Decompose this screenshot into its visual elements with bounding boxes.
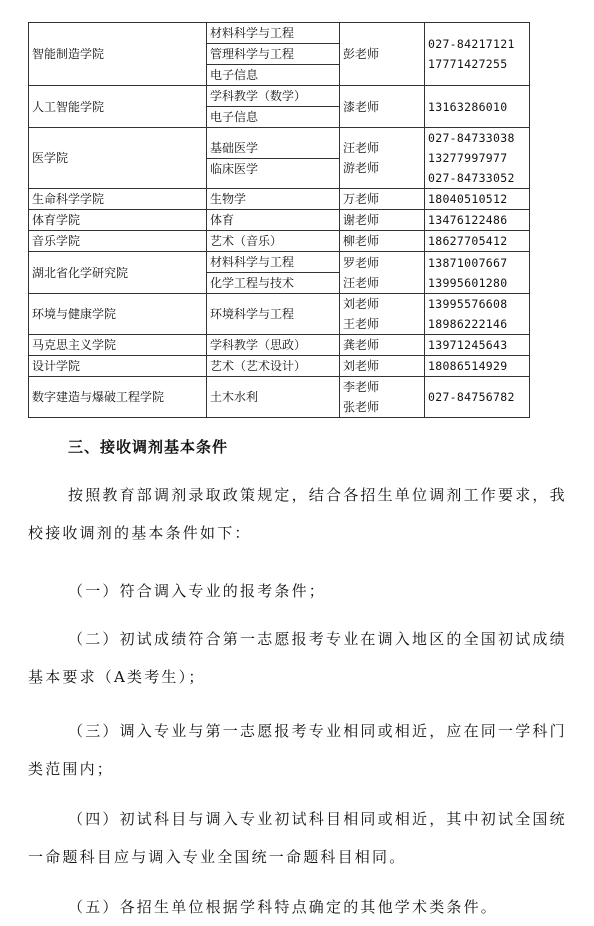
major-cell (207, 335, 340, 356)
teacher-cell (340, 189, 425, 210)
major-cell-line: 学科教学（思政） (210, 338, 307, 352)
teacher-cell-line: 刘老师 (343, 297, 380, 311)
teacher-cell-line: 汪老师 (343, 275, 380, 290)
table-row (29, 377, 530, 418)
phone-cell-line: 13163286010 (428, 99, 508, 114)
teacher-cell (340, 252, 425, 294)
college-cell: 体育学院 (29, 210, 207, 231)
table-row (29, 252, 530, 294)
teacher-cell-line: 万老师 (343, 192, 380, 206)
college-cell: 数字建造与爆破工程学院 (29, 377, 207, 418)
teacher-cell-line: 漆老师 (343, 99, 380, 114)
major-cell-line: 临床医学 (207, 158, 339, 179)
major-cell-line: 电子信息 (207, 106, 339, 127)
condition-2-text: （二）初试成绩符合第一志愿报考专业在调入地区的全国初试成绩基本要求（A类考生）； (28, 630, 567, 686)
phone-cell (425, 356, 530, 377)
table-row (29, 335, 530, 356)
teacher-cell (340, 23, 425, 86)
table-row (29, 356, 530, 377)
college-cell: 生命科学学院 (29, 189, 207, 210)
college-cell: 智能制造学院 (29, 23, 207, 86)
teacher-cell (340, 86, 425, 128)
major-cell (207, 128, 340, 189)
phone-cell (425, 23, 530, 86)
major-cell-line: 化学工程与技术 (207, 272, 339, 293)
phone-cell (425, 86, 530, 128)
teacher-cell (340, 356, 425, 377)
condition-1-text: （一）符合调入专业的报考条件； (68, 582, 327, 600)
section-heading: 三、接收调剂基本条件 (68, 438, 229, 456)
phone-cell-line: 18627705412 (428, 234, 508, 248)
phone-cell-line: 13971245643 (428, 338, 508, 352)
teacher-cell (340, 377, 425, 418)
major-cell (207, 377, 340, 418)
college-cell: 医学院 (29, 128, 207, 189)
major-cell-line: 管理科学与工程 (207, 43, 339, 64)
teacher-cell-line: 张老师 (343, 400, 380, 414)
major-cell (207, 210, 340, 231)
phone-cell-line: 13871007667 (428, 255, 508, 270)
phone-cell (425, 335, 530, 356)
teacher-cell-line: 罗老师 (343, 255, 380, 270)
intro-paragraph (28, 476, 568, 552)
major-cell-line: 体育 (210, 213, 235, 227)
teacher-cell (340, 231, 425, 252)
teacher-cell-line: 游老师 (343, 161, 380, 175)
major-cell (207, 294, 340, 335)
condition-2 (28, 620, 568, 696)
phone-cell (425, 210, 530, 231)
phone-cell (425, 294, 530, 335)
major-cell-line: 环境科学与工程 (210, 307, 295, 321)
college-cell: 环境与健康学院 (29, 294, 207, 335)
phone-cell-line: 13277997977 (428, 151, 508, 165)
phone-cell-line: 027-84217121 (428, 37, 515, 51)
condition-3-text: （三）调入专业与第一志愿报考专业相同或相近，应在同一学科门类范围内； (28, 722, 567, 778)
contacts-table-body (29, 23, 530, 418)
table-row (29, 231, 530, 252)
phone-cell-line: 18040510512 (428, 192, 508, 206)
college-cell: 马克思主义学院 (29, 335, 207, 356)
phone-cell (425, 231, 530, 252)
major-cell-line: 艺术（音乐） (210, 234, 283, 248)
phone-cell (425, 377, 530, 418)
condition-4-text: （四）初试科目与调入专业初试科目相同或相近，其中初试全国统一命题科目应与调入专业全国统一命题科目相同。 (28, 810, 567, 866)
teacher-cell-line: 龚老师 (343, 338, 380, 352)
college-cell: 湖北省化学研究院 (29, 252, 207, 294)
major-cell (207, 189, 340, 210)
teacher-cell-line: 柳老师 (343, 234, 380, 248)
major-cell-line: 材料科学与工程 (210, 26, 295, 40)
teacher-cell-line: 谢老师 (343, 213, 380, 227)
teacher-cell-line: 李老师 (343, 380, 380, 394)
table-row (29, 86, 530, 128)
condition-3 (28, 712, 568, 788)
major-cell (207, 231, 340, 252)
table-row (29, 210, 530, 231)
phone-cell-line: 13995576608 (428, 297, 508, 311)
teacher-cell-line: 王老师 (343, 317, 380, 331)
phone-cell-line: 18986222146 (428, 317, 508, 331)
condition-4 (28, 800, 568, 876)
major-cell (207, 86, 340, 128)
phone-cell-line: 027-84733052 (428, 171, 515, 185)
table-row (29, 23, 530, 86)
phone-cell (425, 128, 530, 189)
college-cell: 人工智能学院 (29, 86, 207, 128)
table-row (29, 128, 530, 189)
teacher-cell (340, 128, 425, 189)
condition-1 (28, 572, 568, 610)
major-cell-line: 生物学 (210, 192, 247, 206)
major-cell-line: 学科教学（数学） (210, 89, 307, 103)
major-cell (207, 23, 340, 86)
phone-cell-line: 13476122486 (428, 213, 508, 227)
teacher-cell-line: 汪老师 (343, 141, 380, 155)
teacher-cell (340, 294, 425, 335)
teacher-cell-line: 刘老师 (343, 359, 380, 373)
table-row (29, 189, 530, 210)
phone-cell-line: 027-84756782 (428, 390, 515, 404)
college-cell: 设计学院 (29, 356, 207, 377)
condition-5 (28, 888, 568, 926)
major-cell-line: 土木水利 (210, 390, 259, 404)
phone-cell-line: 18086514929 (428, 359, 508, 373)
phone-cell-line: 13995601280 (428, 275, 508, 290)
major-cell (207, 356, 340, 377)
major-cell (207, 252, 340, 294)
table-row (29, 294, 530, 335)
phone-cell-line: 027-84733038 (428, 131, 515, 145)
condition-5-text: （五）各招生单位根据学科特点确定的其他学术类条件。 (68, 898, 499, 916)
phone-cell (425, 252, 530, 294)
phone-cell (425, 189, 530, 210)
major-cell-line: 电子信息 (207, 64, 339, 85)
contacts-table (28, 22, 530, 418)
major-cell-line: 艺术（艺术设计） (210, 359, 307, 373)
intro-text: 按照教育部调剂录取政策规定，结合各招生单位调剂工作要求，我校接收调剂的基本条件如下： (28, 486, 567, 542)
teacher-cell-line: 彭老师 (343, 47, 380, 61)
teacher-cell (340, 335, 425, 356)
major-cell-line: 基础医学 (210, 140, 259, 155)
teacher-cell (340, 210, 425, 231)
phone-cell-line: 17771427255 (428, 57, 508, 71)
college-cell: 音乐学院 (29, 231, 207, 252)
major-cell-line: 材料科学与工程 (210, 255, 295, 269)
